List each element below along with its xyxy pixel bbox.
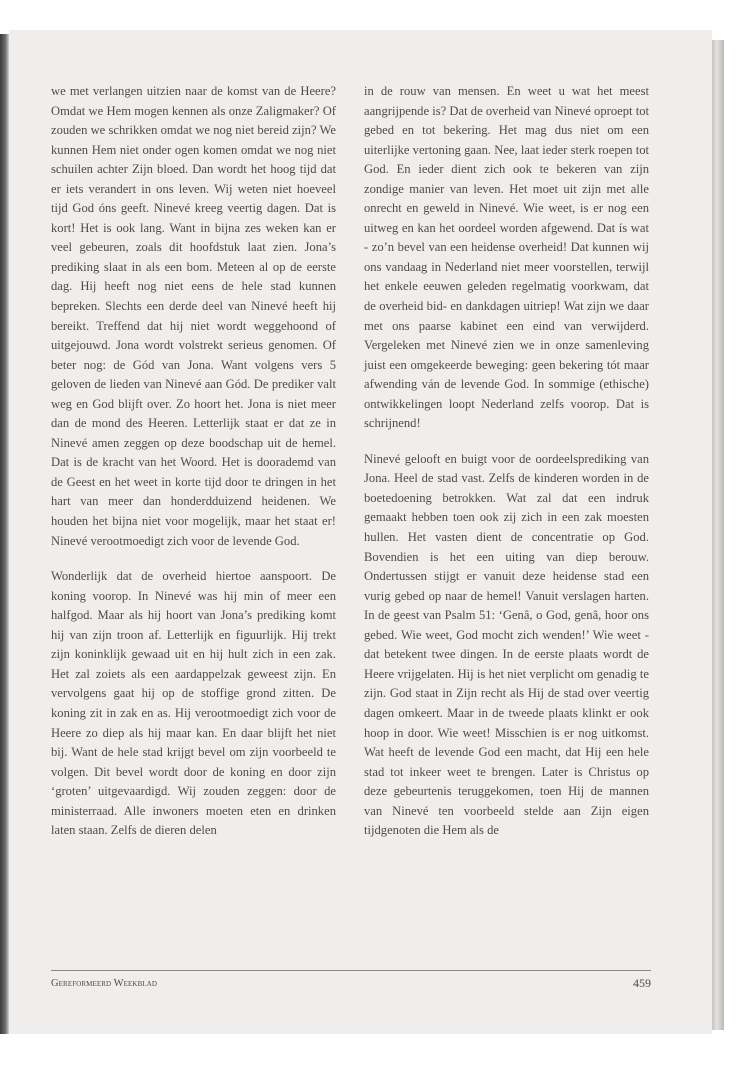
page-number: 459 [633,976,651,990]
paragraph: we met verlangen uitzien naar de komst van de Heere? Omdat we Hem mogen kennen als onze Zaligmaker? Of zouden we schrikken omdat we nog niet bereid zijn? We kunnen Hem niet onder ogen komen omdat we nog niet schuilen achter Zijn bloed. Dan wordt het hoog tijd dat er iets verandert in ons leven. Wij weten niet hoeveel tijd God óns geeft. Ninevé kreeg veertig dagen. Dat is kort! Het is ook lang. Want in bijna zes weken kan er veel gebeuren, zoals dit hoofdstuk laat zien. Jona’s prediking slaat in als een bom. Meteen al op de eerste dag. Hij heeft nog niet eens de hele stad kunnen bepreken. Slechts een derde deel van Ninevé heeft hij bereikt. Treffend dat hij niet wordt weggehoond of uitgejouwd. Jona wordt volstrekt serieus genomen. Of beter nog: de Gód van Jona. Want volgens vers 5 geloven de lieden van Ninevé aan Gód. De prediker valt weg en God blijft over. Zo hoort het. Jona is niet meer dan de mond des Heeren. Letterlijk staat er dat ze in Ninevé amen zeggen op deze boodschap uit de hemel. Dat is de kracht van het Woord. Het is doorademd van de Geest en het weet in korte tijd door te dringen in het hart van meer dan honderdduizend heidenen. We houden het bijna niet voor mogelijk, maar het staat er! Ninevé verootmoedigt zich voor de levende God. [51,84,336,548]
paragraph: in de rouw van mensen. En weet u wat het meest aangrijpende is? Dat de overheid van Ninevé oproept tot gebed en tot bekering. Het mag dus niet om een uiterlijke vertoning gaan. Nee, laat ieder sterk roepen tot God. En ieder dient zich ook te bekeren van zijn zondige manier van leven. Het moet uit zijn met alle onrecht en geweld in Ninevé. Wie weet, is er nog een uitweg en kan het oordeel worden afgewend. Dat ís wat - zo’n bevel van een heidense overheid! Dat kunnen wij ons vandaag in Nederland niet meer voorstellen, terwijl het enkele eeuwen geleden regelmatig voorkwam, dat de overheid bid- en dankdagen uitriep! Wat zijn we daar met ons paarse kabinet een eind van verwijderd. Vergeleken met Ninevé zien we in onze samenleving juist een omgekeerde beweging: geen bekering tót maar afwending ván de levende God. In sommige (ethische) ontwikkelingen loopt Nederland zelfs voorop. Dat is schrijnend! [364,84,649,431]
footer-divider [51,970,651,971]
page-stack-edge [712,40,724,1030]
paragraph: Ninevé gelooft en buigt voor de oordeelsprediking van Jona. Heel de stad vast. Zelfs de kinderen worden in de boetedoening betrokken. Wat zal dat een indruk gemaakt hebben toen ook zij zich in een zak moesten hullen. Het vasten dient de concentratie op God. Bovendien is het een uiting van diep berouw. Ondertussen stijgt er vanuit deze heidense stad een vurig gebed op naar de hemel! Vanuit verslagen harten. In de geest van Psalm 51: ‘Genâ, o God, genâ, hoor ons gebed. Wie weet, God mocht zich wenden!’ Wie weet - dat betekent twee dingen. In de eerste plaats wordt de Heere vrijgelaten. Hij is het niet verplicht om genadig te zijn. God staat in Zijn recht als Hij de stad over veertig dagen omkeert. Maar in de tweede plaats klinkt er ook hoop in door. Wie weet! Misschien is er nog uitkomst. Wat heeft de levende God een macht, dat Hij een hele stad tot inkeer weet te brengen. Later is Christus op deze gebeurtenis teruggekomen, toen Hij de mannen van Ninevé ten voorbeeld stelde aan Zijn eigen tijdgenoten die Hem als de [364,451,649,838]
text-column-right [364,82,649,841]
publication-title: Gereformeerd Weekblad [51,978,158,989]
book-binding-edge [0,34,9,1034]
paragraph: Wonderlijk dat de overheid hiertoe aanspoort. De koning voorop. In Ninevé was hij min of meer een halfgod. Maar als hij hoort van Jona’s prediking komt hij van zijn troon af. Letterlijk en figuurlijk. Hij trekt zijn koninklijk gewaad uit en hij hult zich in een zak. Het zal zoiets als een aardappelzak geweest zijn. En vervolgens gaat hij op de stoffige grond zitten. De koning zit in zak en as. Hij verootmoedigt zich voor de Heere zo diep als hij maar kan. En daar blijft het niet bij. Want de hele stad krijgt bevel om zijn voorbeeld te volgen. Dit bevel wordt door de koning en door zijn ‘groten’ uitgevaardigd. Wij zouden zeggen: door de ministerraad. Alle inwoners moeten eten en drinken laten staan. Zelfs de dieren delen [51,569,336,838]
text-column-left [51,82,336,841]
